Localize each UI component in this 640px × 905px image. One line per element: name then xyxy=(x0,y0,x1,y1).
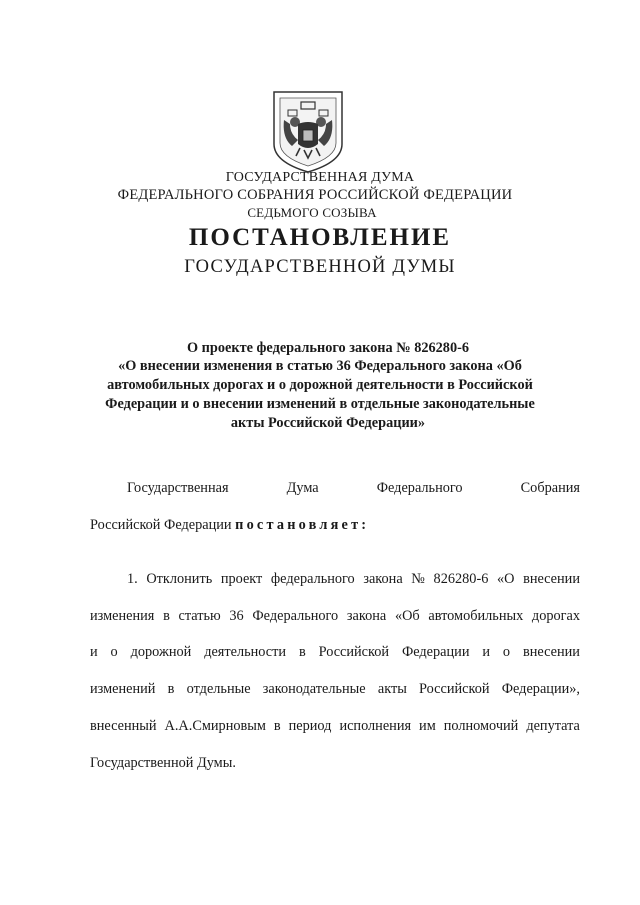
body-word: в xyxy=(298,644,306,660)
subject-line-3: автомобильных дорогах и о дорожной деятельности в Российской xyxy=(107,377,533,393)
body-word: проект xyxy=(220,571,263,587)
body-word: «О xyxy=(496,571,515,587)
body-word: внесенный xyxy=(90,718,157,734)
preamble-line-2 xyxy=(90,517,369,534)
body-word: Федерации xyxy=(401,644,470,660)
subject-line-4: Федерации и о внесении изменений в отдельные законодательные xyxy=(105,396,535,412)
body-word: автомобильных xyxy=(428,608,524,624)
body-word: Федерации», xyxy=(501,681,580,697)
paragraph-1-line-6: Государственной Думы. xyxy=(90,755,236,771)
body-word: закона xyxy=(346,608,387,624)
russian-double-headed-eagle-icon xyxy=(268,88,348,174)
body-word: отдельные xyxy=(186,681,251,697)
paragraph-1-line-5 xyxy=(90,718,580,735)
body-word: Отклонить xyxy=(146,571,213,587)
body-word: период xyxy=(288,718,332,734)
header-line-state-duma: ГОСУДАРСТВЕННАЯ ДУМА xyxy=(225,170,415,185)
body-word: и xyxy=(482,644,491,660)
body-word: 1. xyxy=(127,571,138,587)
body-word: деятельности xyxy=(204,644,287,660)
body-word: в xyxy=(167,681,175,697)
header-line-federal-assembly: ФЕДЕРАЛЬНОГО СОБРАНИЯ РОССИЙСКОЙ ФЕДЕРАЦИИ xyxy=(117,187,513,203)
body-word: 36 xyxy=(229,608,244,624)
paragraph-1-line-3 xyxy=(90,644,580,661)
preamble-word: Собрания xyxy=(520,480,580,496)
paragraph-1-line-1 xyxy=(127,571,580,588)
body-word: в xyxy=(273,718,281,734)
header-line-convocation: СЕДЬМОГО СОЗЫВА xyxy=(247,205,377,220)
preamble-word: Федерального xyxy=(376,480,463,496)
preamble-word: Государственная xyxy=(127,480,229,496)
body-word: «Об xyxy=(394,608,420,624)
body-word: депутата xyxy=(526,718,580,734)
document-subtitle: ГОСУДАРСТВЕННОЙ ДУМЫ xyxy=(184,257,456,277)
body-word: Российской xyxy=(419,681,490,697)
body-word: дорогах xyxy=(531,608,580,624)
body-word: Российской xyxy=(318,644,390,660)
body-word: акты xyxy=(377,681,407,697)
body-word: законодательные xyxy=(262,681,366,697)
body-word: в xyxy=(163,608,170,624)
body-word: закона xyxy=(363,571,403,587)
document-title: ПОСТАНОВЛЕНИЕ xyxy=(188,224,452,251)
body-word: федерального xyxy=(270,571,355,587)
subject-line-1: О проекте федерального закона № 826280-6 xyxy=(186,340,470,356)
body-word: статью xyxy=(178,608,221,624)
paragraph-1-line-2 xyxy=(90,608,580,625)
body-word: внесении xyxy=(522,644,580,660)
body-word: о xyxy=(110,644,118,660)
body-word: о xyxy=(502,644,511,660)
body-word: полномочий xyxy=(443,718,519,734)
body-word: Федерального xyxy=(252,608,339,624)
body-word: 826280-6 xyxy=(433,571,489,587)
body-word: исполнения xyxy=(339,718,412,734)
preamble-word: Дума xyxy=(286,480,319,496)
preamble-text: Российской Федерации xyxy=(90,517,236,533)
body-word: № xyxy=(411,571,425,587)
paragraph-1-line-4 xyxy=(90,681,580,698)
body-word: изменения xyxy=(90,608,155,624)
body-word: изменений xyxy=(90,681,156,697)
resolves-word: постановляет: xyxy=(235,517,370,533)
body-word: внесении xyxy=(523,571,580,587)
body-word: им xyxy=(419,718,436,734)
body-word: и xyxy=(90,644,98,660)
subject-line-2: «О внесении изменения в статью 36 Федерального закона «Об xyxy=(118,358,522,374)
body-word: А.А.Смирновым xyxy=(164,718,266,734)
preamble-line-1 xyxy=(127,480,580,497)
body-word: дорожной xyxy=(130,644,192,660)
subject-line-5: акты Российской Федерации» xyxy=(230,415,426,431)
